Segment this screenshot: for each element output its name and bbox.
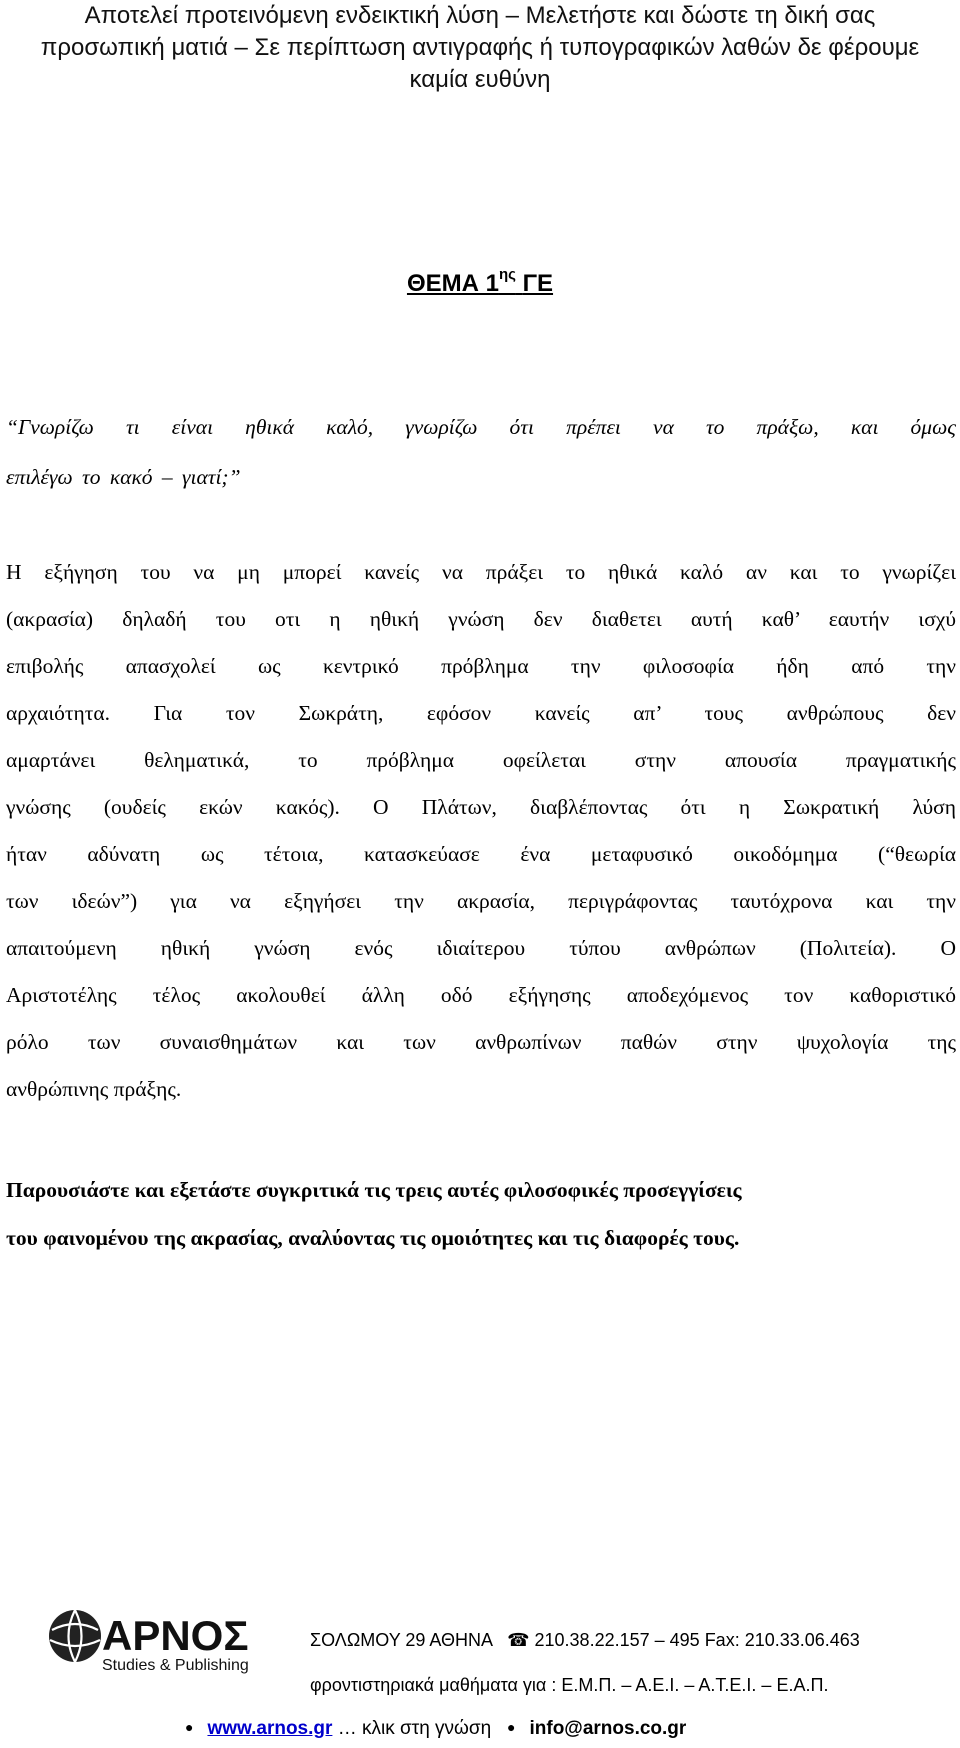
- footer-fax: Fax: 210.33.06.463: [704, 1630, 860, 1650]
- footer-slogan: … κλικ στη γνώση: [337, 1718, 492, 1739]
- body-line: (ακρασία) δηλαδή του οτι η ηθική γνώση δεν διαθετει αυτή καθ’ εαυτήν ισχύ: [6, 607, 956, 631]
- body-line: ρόλο των συναισθημάτων και των ανθρωπίνων παθών στην ψυχολογία της: [6, 1030, 956, 1054]
- footer-address: ΣΟΛΩΜΟΥ 29 ΑΘΗΝΑ: [310, 1630, 493, 1650]
- disclaimer-line: προσωπική ματιά – Σε περίπτωση αντιγραφής ή τυπογραφικών λαθών δε φέρουμε: [40, 34, 920, 61]
- body-line: απαιτούμενη ηθική γνώση ενός ιδιαίτερου τύπου ανθρώπων (Πολιτεία). Ο: [6, 936, 956, 960]
- body-line: αρχαιότητα. Για τον Σωκράτη, εφόσον κανείς απ’ τους ανθρώπους δεν: [6, 701, 956, 725]
- bullet-icon: ●: [185, 1719, 194, 1735]
- phone-icon: ☎: [507, 1630, 530, 1650]
- task-instruction: [6, 1166, 956, 1262]
- title-suffix: ΓΕ: [522, 270, 554, 297]
- arnos-logo: [40, 1604, 290, 1674]
- footer-schools: φροντιστηριακά μαθήματα για : Ε.Μ.Π. – Α.Ε.Ι. – Α.Τ.Ε.Ι. – Ε.Α.Π.: [310, 1675, 829, 1695]
- title-main: ΘΕΜΑ 1: [406, 270, 499, 297]
- question-line: “Γνωρίζω τι είναι ηθικά καλό, γνωρίζω ότι πρέπει να το πράξω, και όμως: [6, 415, 956, 439]
- page-title: [0, 264, 960, 304]
- task-line: του φαινομένου της ακρασίας, αναλύοντας τις ομοιότητες και τις διαφορές τους.: [6, 1226, 740, 1250]
- footer-phone: 210.38.22.157 – 495: [534, 1630, 700, 1650]
- title-superscript: ης: [498, 266, 516, 283]
- question-quote: [6, 402, 956, 502]
- body-line: Η εξήγηση του να μη μπορεί κανείς να πράξει το ηθικά καλό αν και το γνωρίζει: [6, 560, 956, 584]
- body-line: των ιδεών”) για να εξηγήσει την ακρασία, περιγράφοντας ταυτόχρονα και την: [6, 889, 956, 913]
- disclaimer: [0, 0, 960, 96]
- logo-globe-icon: [49, 1610, 101, 1662]
- body-line: γνώσης (ουδείς εκών κακός). Ο Πλάτων, διαβλέποντας ότι η Σωκρατική λύση: [6, 795, 956, 819]
- bullet-icon: ●: [507, 1719, 516, 1735]
- footer-links: [185, 1718, 686, 1740]
- logo-subtitle: Studies & Publishing: [102, 1657, 249, 1674]
- body-line: επιβολής απασχολεί ως κεντρικό πρόβλημα την φιλοσοφία ήδη από την: [6, 654, 956, 678]
- task-line: Παρουσιάστε και εξετάστε συγκριτικά τις τρεις αυτές φιλοσοφικές προσεγγίσεις: [6, 1178, 742, 1202]
- body-line: Αριστοτέλης τέλος ακολουθεί άλλη οδό εξήγησης αποδεχόμενος τον καθοριστικό: [6, 983, 956, 1007]
- disclaimer-line: Αποτελεί προτεινόμενη ενδεικτική λύση – Μελετήστε και δώστε τη δική σας: [84, 2, 876, 29]
- footer-contact: [310, 1630, 860, 1651]
- question-line: επιλέγω το κακό – γιατί;”: [6, 465, 241, 489]
- email-link[interactable]: info@arnos.co.gr: [529, 1718, 687, 1739]
- body-line: αμαρτάνει θεληματικά, το πρόβλημα οφείλεται στην απουσία πραγματικής: [6, 748, 956, 772]
- website-link[interactable]: www.arnos.gr: [207, 1718, 333, 1739]
- body-line: ήταν αδύνατη ως τέτοια, κατασκεύασε ένα μεταφυσικό οικοδόμημα (“θεωρία: [6, 842, 956, 866]
- body-paragraph: [6, 549, 956, 1113]
- body-line: ανθρώπινης πράξης.: [6, 1077, 182, 1101]
- disclaimer-line: καμία ευθύνη: [409, 66, 551, 93]
- logo-name: ΑΡΝΟΣ: [102, 1612, 249, 1659]
